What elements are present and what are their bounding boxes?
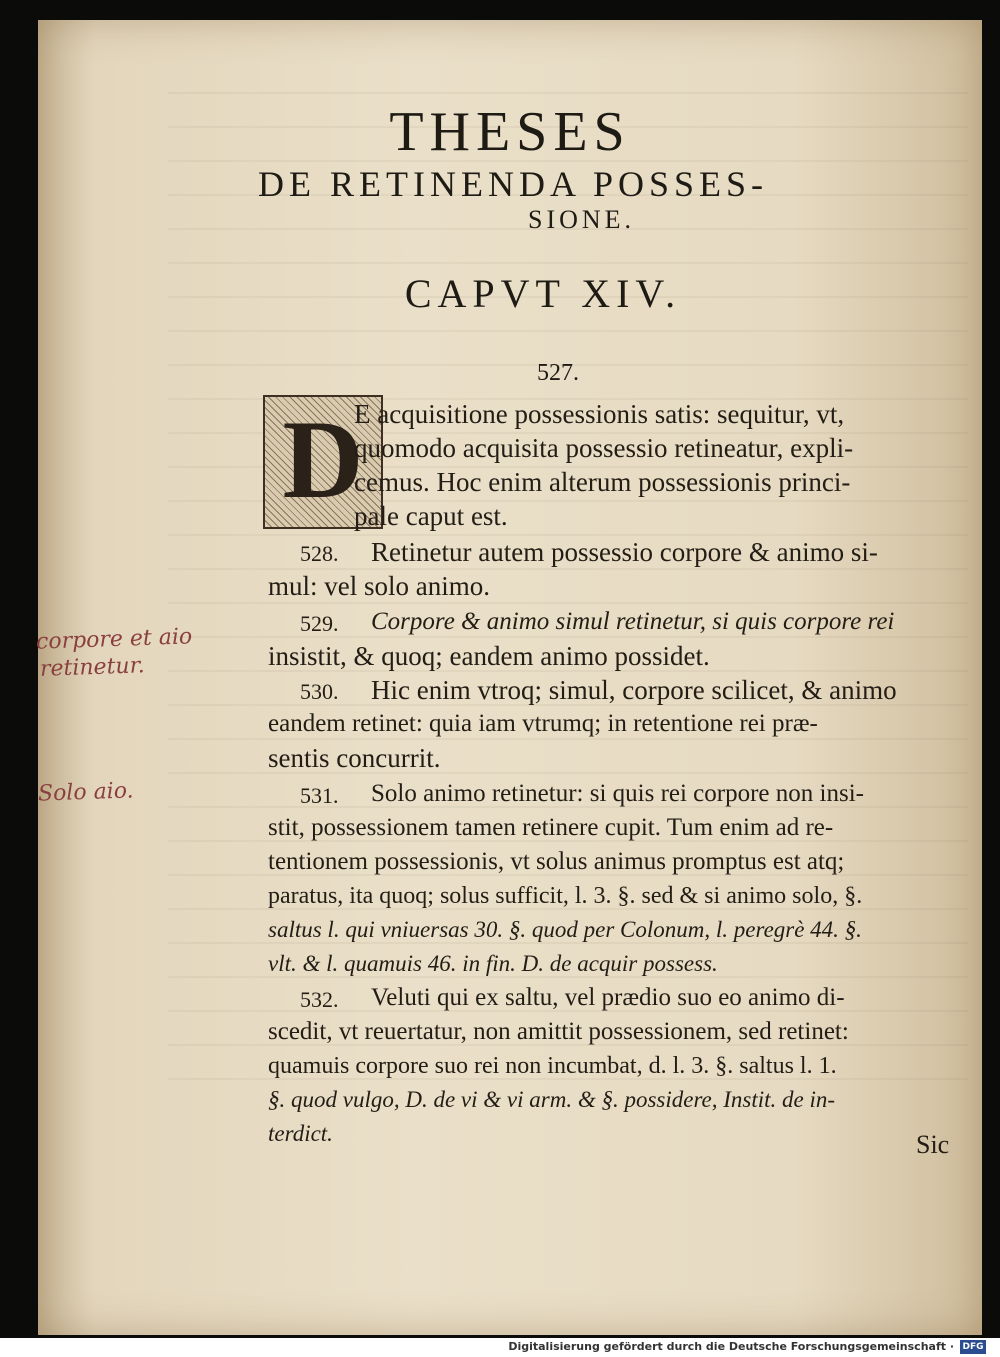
p532-line-5: terdict. xyxy=(268,1121,333,1146)
p530-line-3: sentis concurrit. xyxy=(268,743,441,773)
dropcap-letter: D xyxy=(282,398,364,522)
p528-line-2: mul: vel solo animo. xyxy=(268,571,490,601)
p530-number: 530. xyxy=(300,679,339,704)
p532-line-2: scedit, vt reuertatur, non amittit possessionem, sed retinet: xyxy=(268,1018,849,1045)
chapter-heading: CAPVT XIV. xyxy=(404,271,682,316)
p530-line-1: Hic enim vtroq; simul, corpore scilicet, & animo xyxy=(371,675,897,705)
p531-line-3: tentionem possessionis, vt solus animus promptus est atq; xyxy=(268,848,845,875)
p527-line-4: pale caput est. xyxy=(354,501,508,531)
footer-bar xyxy=(0,1338,1000,1357)
p529-line-1: Corpore & animo simul retinetur, si quis corpore rei xyxy=(371,608,895,635)
p529-line-2: insistit, & quoq; eandem animo possidet. xyxy=(268,641,710,671)
p531-line-1: Solo animo retinetur: si quis rei corpore non insi- xyxy=(371,780,864,807)
title-de-retinenda: DE RETINENDA POSSES- xyxy=(258,164,769,204)
p531-line-2: stit, possessionem tamen retinere cupit. Tum enim ad re- xyxy=(268,814,834,841)
p532-line-1: Veluti qui ex saltu, vel prædio suo eo animo di- xyxy=(371,984,845,1011)
p531-number: 531. xyxy=(300,783,339,808)
section-number: 527. xyxy=(537,360,579,386)
footer-credit: Digitalisierung gefördert durch die Deutsche Forschungsgemeinschaft · xyxy=(508,1340,954,1353)
p528-number: 528. xyxy=(300,541,339,566)
p528-line-1: Retinetur autem possessio corpore & animo si- xyxy=(371,537,878,567)
book-page xyxy=(35,20,982,1335)
p531-line-4: paratus, ita quoq; solus sufficit, l. 3. §. sed & si animo solo, §. xyxy=(268,883,863,909)
p532-line-4: §. quod vulgo, D. de vi & vi arm. & §. possidere, Instit. de in- xyxy=(268,1087,836,1112)
margin-note-1: corpore et aio xyxy=(35,624,193,655)
margin-note-2: Solo aio. xyxy=(37,778,135,807)
p529-number: 529. xyxy=(300,611,339,636)
p531-line-6: vlt. & l. quamuis 46. in fin. D. de acquir possess. xyxy=(268,951,718,976)
p532-line-3: quamuis corpore suo rei non incumbat, d. l. 3. §. saltus l. 1. xyxy=(268,1053,837,1079)
dfg-logo: DFG xyxy=(960,1340,986,1354)
p527-line-1: E acquisitione possessionis satis: sequitur, vt, xyxy=(354,399,845,429)
p530-line-2: eandem retinet: quia iam vtrumq; in retentione rei præ- xyxy=(268,710,818,737)
p532-number: 532. xyxy=(300,987,339,1012)
p531-line-5: saltus l. qui vniuersas 30. §. quod per Colonum, l. peregrè 44. §. xyxy=(268,917,862,942)
p527-line-3: cemus. Hoc enim alterum possessionis princi- xyxy=(354,467,851,497)
margin-note-1b: retinetur. xyxy=(39,653,146,682)
title-sione: SIONE. xyxy=(528,205,636,234)
p527-line-2: quomodo acquisita possessio retineatur, expli- xyxy=(354,433,854,463)
title-theses: THESES xyxy=(389,101,631,163)
catchword: Sic xyxy=(916,1130,950,1159)
